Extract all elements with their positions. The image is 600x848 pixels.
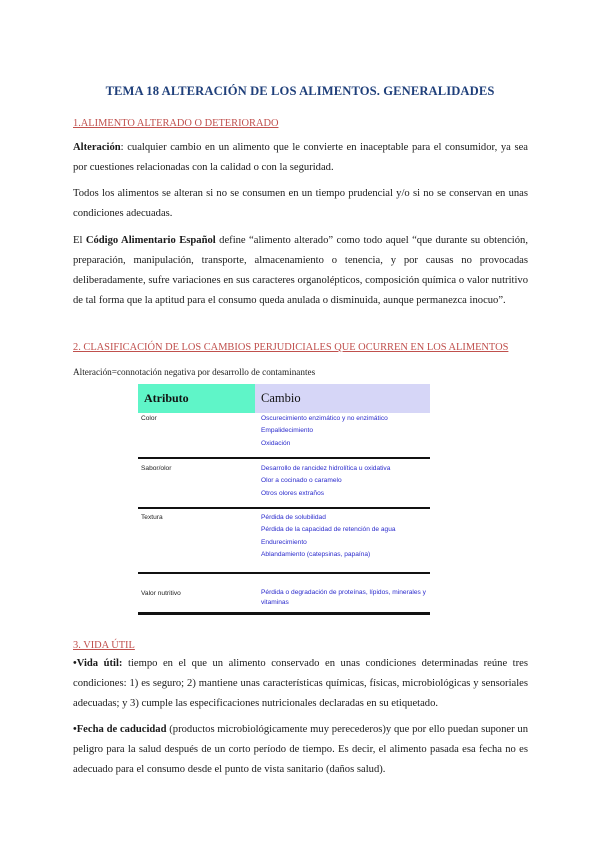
text-vida-util: tiempo en el que un alimento conservado en unas condiciones determinadas reúne tres condiciones: 1) es seguro; 2) mantiene unas características químicas, físicas, microbiológicas y sensoriales adecuadas; y 3) cumple las especificaciones nutricionales declaradas en su etiquetado. xyxy=(73,658,528,709)
paragraph-vida-util xyxy=(73,654,528,714)
term-vida-util: •Vida útil: xyxy=(73,658,123,669)
paragraph-alteracion xyxy=(73,138,528,178)
section-heading-3: 3. VIDA ÚTIL xyxy=(73,640,135,651)
table-row xyxy=(138,413,430,458)
change-item: Pérdida de solubilidad xyxy=(261,514,326,521)
change-item: Pérdida o degradación de proteínas, lípidos, minerales y vitaminas xyxy=(261,589,426,606)
changes-cell xyxy=(255,508,430,573)
changes-table xyxy=(138,384,430,615)
change-item: Pérdida de la capacidad de retención de agua xyxy=(261,526,396,534)
change-item: Ablandamiento (catepsinas, papaína) xyxy=(261,551,371,559)
paragraph-codigo-alimentario xyxy=(73,231,528,311)
changes-cell xyxy=(255,458,430,508)
term-alteracion: Alteración xyxy=(73,142,121,153)
text-pre: El xyxy=(73,235,86,246)
table-row xyxy=(138,573,430,614)
changes-cell xyxy=(255,573,430,614)
change-item: Empalidecimiento xyxy=(261,427,314,435)
page-title: TEMA 18 ALTERACIÓN DE LOS ALIMENTOS. GENERALIDADES xyxy=(105,84,495,98)
text-definicion: define “alimento alterado” como todo aquel “que durante su obtención, preparación, manipulación, transporte, almacenamiento o tenencia, y por causas no provocadas deliberadamente, sufre variaciones en sus caracteres organolépticos, composición química o valor nutritivo de tal forma que la aptitud para el consumo queda anulada o disminuida, aunque permanezca inocuo”. xyxy=(73,235,528,306)
change-item: Endurecimiento xyxy=(261,538,307,546)
header-cambio: Cambio xyxy=(255,384,430,413)
change-item: Oscurecimiento enzimático y no enzimático xyxy=(261,415,388,422)
attribute-cell: Color xyxy=(138,413,255,458)
table-row xyxy=(138,508,430,573)
term-codigo: Código Alimentario Español xyxy=(85,235,216,246)
table-header-row xyxy=(138,384,430,413)
paragraph-todos-alimentos: Todos los alimentos se alteran si no se consumen en un tiempo prudencial y/o si no se conservan en unas condiciones adecuadas. xyxy=(73,188,528,219)
attribute-cell: Sabor/olor xyxy=(138,458,255,508)
change-item: Otros olores extraños xyxy=(261,489,325,497)
table-row xyxy=(138,458,430,508)
header-atributo: Atributo xyxy=(138,384,255,413)
term-fecha-caducidad: •Fecha de caducidad xyxy=(73,724,167,735)
attribute-cell: Valor nutritivo xyxy=(138,573,255,614)
change-item: Oxidación xyxy=(261,439,291,447)
alteration-note: Alteración=connotación negativa por desarrollo de contaminantes xyxy=(73,367,316,377)
change-item: Desarrollo de rancidez hidrolítica u oxidativa xyxy=(261,465,391,472)
text-alteracion: : cualquier cambio en un alimento que le convierte en inaceptable para el consumidor, ya sea por cuestiones relacionadas con la calidad o con la seguridad. xyxy=(73,142,528,173)
attribute-cell: Textura xyxy=(138,508,255,573)
section-heading-1: 1.ALIMENTO ALTERADO O DETERIORADO xyxy=(73,118,279,129)
paragraph-fecha-caducidad xyxy=(73,720,528,780)
text-fecha-caducidad: (productos microbiológicamente muy perecederos)y que por ello puedan suponer un peligro para la salud después de un corto período de tiempo. Es decir, el alimento pasada esa fecha no es adecuado para el consumo desde el punto de vista sanitario (daños salud). xyxy=(73,724,529,775)
changes-cell xyxy=(255,413,430,458)
section-heading-2: 2. CLASIFICACIÓN DE LOS CAMBIOS PERJUDICIALES QUE OCURREN EN LOS ALIMENTOS xyxy=(73,342,509,353)
change-item: Olor a cocinado o caramelo xyxy=(261,477,342,485)
